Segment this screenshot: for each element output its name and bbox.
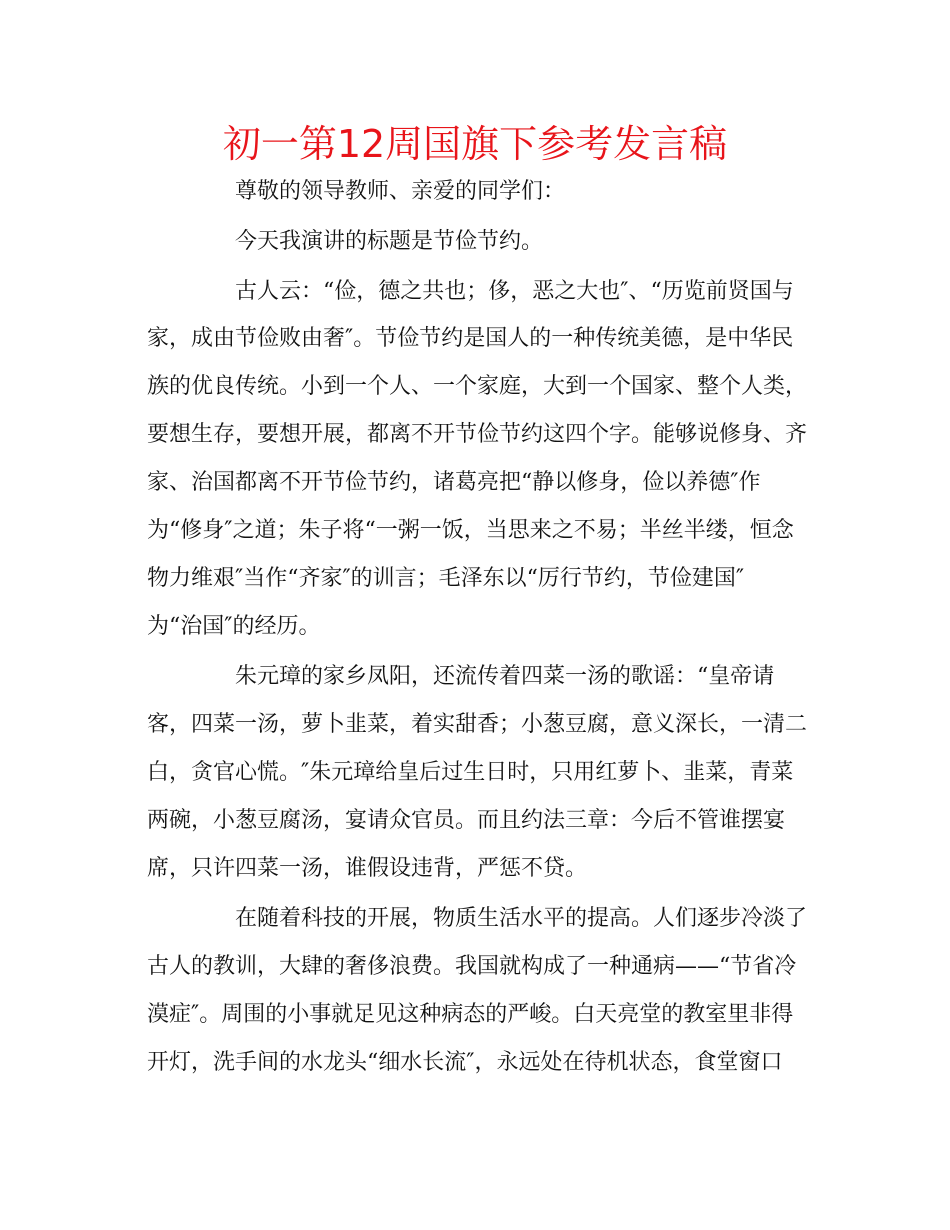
- paragraph-line: 为“治国″的经历。: [147, 614, 321, 639]
- paragraph-line: 古人的教训，大肆的奢侈浪费。我国就构成了一种通病——“节省冷: [147, 954, 797, 979]
- document-title: 初一第12周国旗下参考发言稿: [222, 122, 728, 166]
- topic-line: 今天我演讲的标题是节俭节约。: [235, 229, 544, 254]
- paragraph-line: 两碗，小葱豆腐汤，宴请众官员。而且约法三章：今后不管谁摆宴: [147, 808, 786, 833]
- paragraph-line: 在随着科技的开展，物质生活水平的提高。人们逐步冷淡了: [235, 906, 808, 931]
- paragraph-line: 物力维艰″当作“齐家″的训言；毛泽东以“厉行节约，节俭建国″: [147, 566, 745, 591]
- paragraph-line: 要想生存，要想开展，都离不开节俭节约这四个字。能够说修身、齐: [147, 422, 808, 447]
- paragraph-line: 族的优良传统。小到一个人、一个家庭，大到一个国家、整个人类，: [147, 374, 808, 399]
- paragraph-line: 开灯，洗手间的水龙头“细水长流″，永远处在待机状态，食堂窗口: [147, 1050, 783, 1075]
- greeting-line: 尊敬的领导教师、亲爱的同学们：: [235, 179, 566, 204]
- paragraph-line: 漠症″。周围的小事就足见这种病态的严峻。白天亮堂的教室里非得: [147, 1002, 794, 1027]
- paragraph-line: 白，贪官心慌。″朱元璋给皇后过生日时，只用红萝卜、韭菜，青菜: [147, 760, 794, 785]
- paragraph-line: 席，只许四菜一汤，谁假设违背，严惩不贷。: [147, 856, 588, 881]
- paragraph-line: 朱元璋的家乡凤阳，还流传着四菜一汤的歌谣：“皇帝请: [235, 664, 775, 689]
- paragraph-line: 古人云：“俭，德之共也；侈，恶之大也″、“历览前贤国与: [235, 279, 794, 304]
- paragraph-line: 家、治国都离不开节俭节约，诸葛亮把“静以修身，俭以养德″作: [147, 470, 761, 495]
- paragraph-line: 客，四菜一汤，萝卜韭菜，着实甜香；小葱豆腐，意义深长，一清二: [147, 712, 808, 737]
- paragraph-line: 家，成由节俭败由奢″。节俭节约是国人的一种传统美德，是中华民: [147, 326, 794, 351]
- paragraph-line: 为“修身″之道；朱子将“一粥一饭，当思来之不易；半丝半缕，恒念: [147, 518, 794, 543]
